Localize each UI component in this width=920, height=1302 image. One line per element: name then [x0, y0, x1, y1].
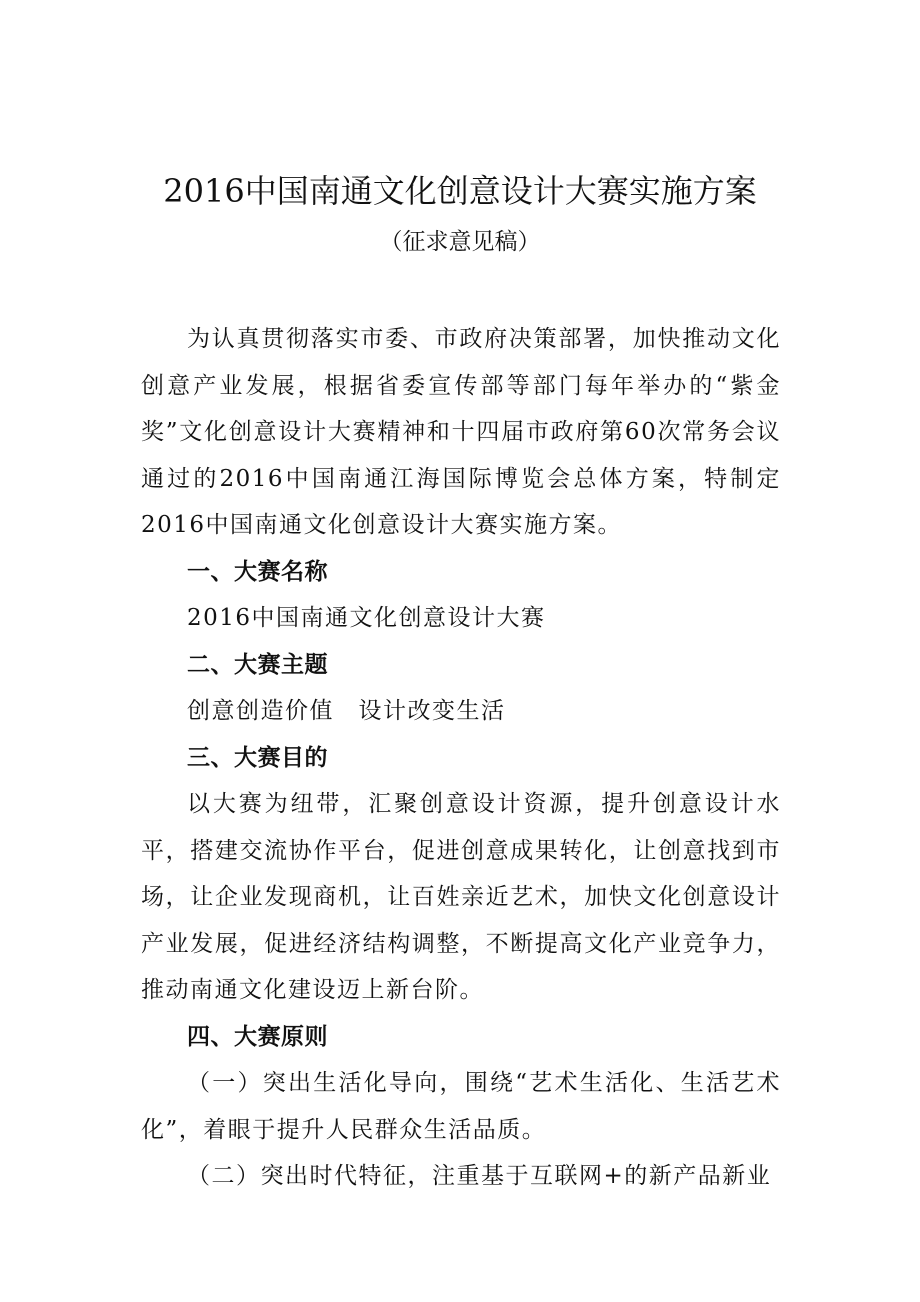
principle-item-2: （二）突出时代特征，注重基于互联网+的新产品新业	[187, 1163, 772, 1189]
principle-item-1: （一）突出生活化导向，围绕“艺术生活化、生活艺术化”，着眼于提升人民群众生活品质。	[141, 1070, 781, 1143]
section-content-purpose: 以大赛为纽带，汇聚创意设计资源，提升创意设计水平，搭建交流协作平台，促进创意成果转化，让创意找到市场，让企业发现商机，让百姓亲近艺术，加快文化创意设计产业发展，促进经济结构调整，不断提高文化产业竞争力，推动南通文化建设迈上新台阶。	[141, 791, 781, 1003]
section-heading-theme: 二、大赛主题	[187, 651, 328, 678]
section-content-name: 2016中国南通文化创意设计大赛	[187, 605, 546, 631]
document-title: 2016中国南通文化创意设计大赛实施方案	[163, 172, 757, 210]
intro-paragraph: 为认真贯彻落实市委、市政府决策部署，加快推动文化创意产业发展，根据省委宣传部等部门每年举办的“紫金奖”文化创意设计大赛精神和十四届市政府第60次常务会议通过的2016中国南通江海国际博览会总体方案，特制定2016中国南通文化创意设计大赛实施方案。	[141, 326, 781, 538]
document-subtitle: （征求意见稿）	[379, 229, 541, 255]
section-heading-name: 一、大赛名称	[187, 558, 328, 585]
document-body	[141, 316, 781, 1200]
section-heading-principles: 四、大赛原则	[187, 1023, 328, 1050]
section-content-theme: 创意创造价值 设计改变生活	[187, 698, 506, 724]
section-heading-purpose: 三、大赛目的	[187, 744, 328, 771]
